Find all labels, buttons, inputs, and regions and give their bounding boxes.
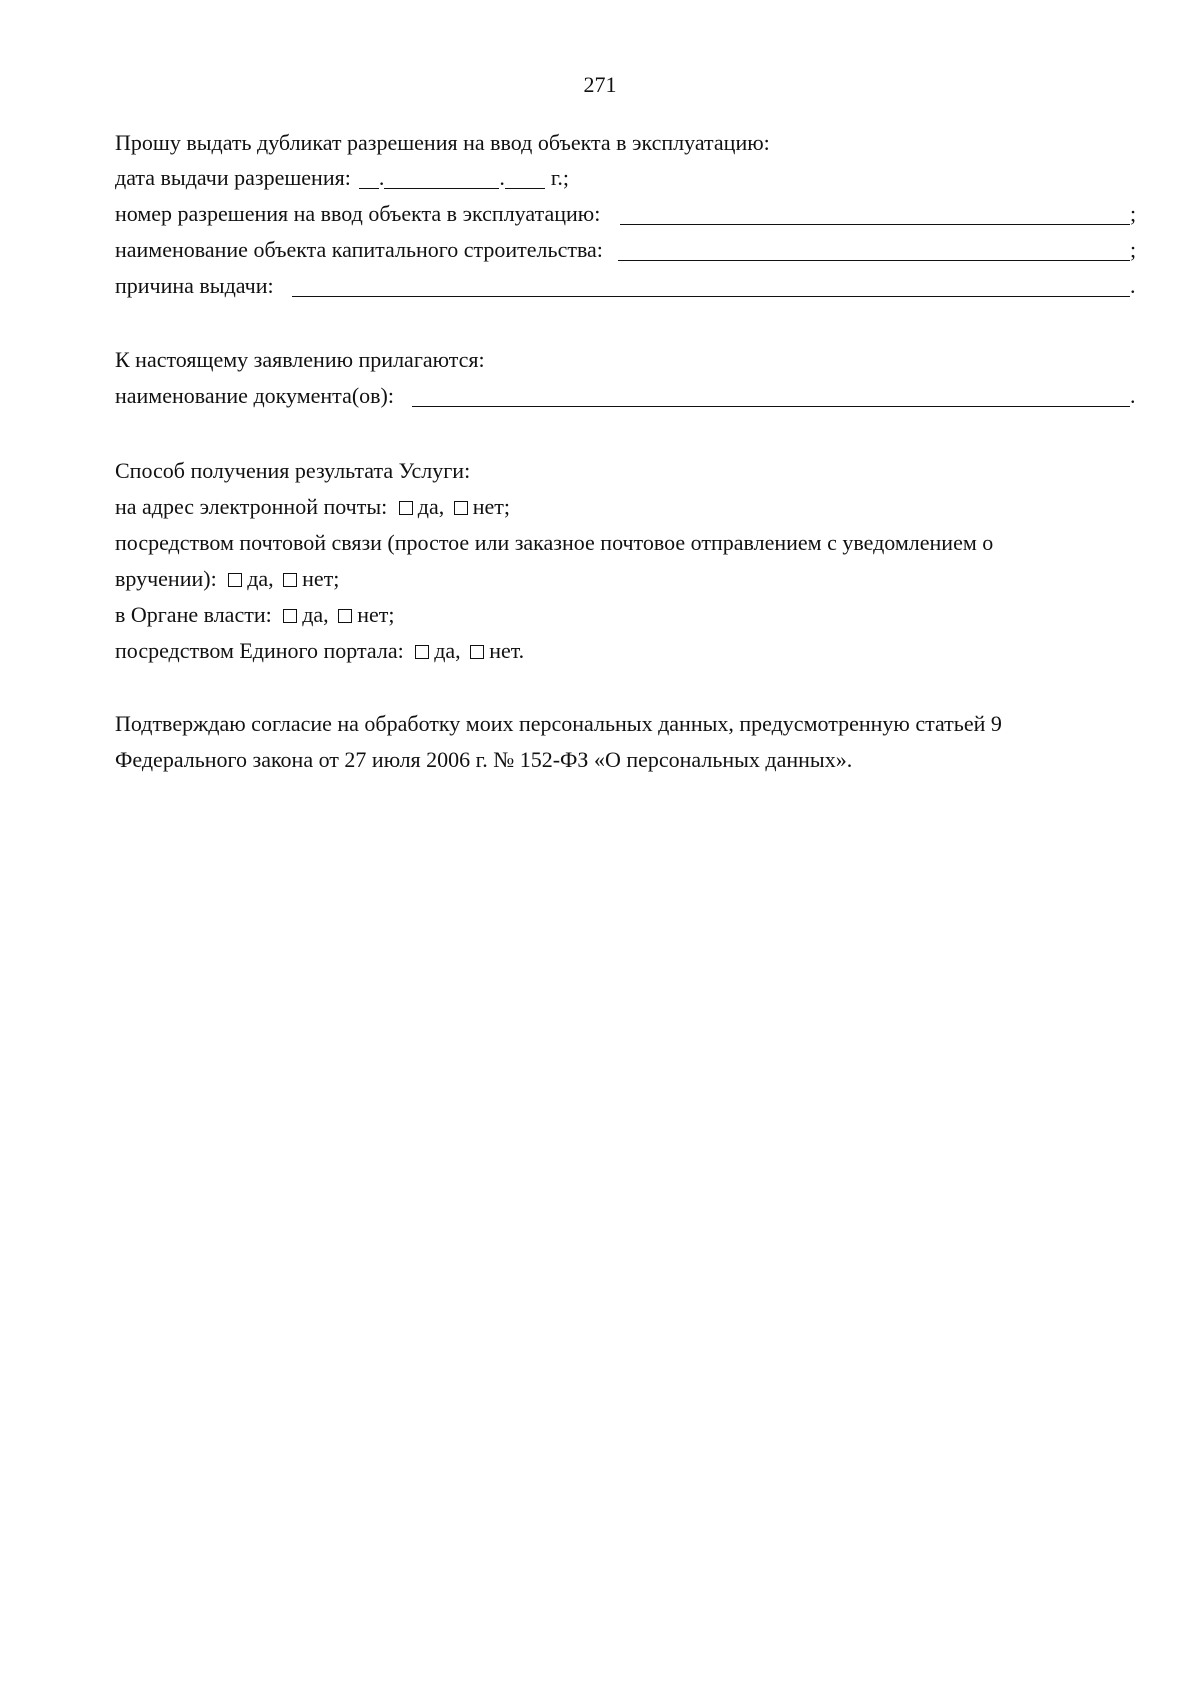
delivery-post-label: вручении):	[115, 566, 217, 591]
delivery-email-label: на адрес электронной почты:	[115, 494, 388, 519]
delivery-email-yes-checkbox[interactable]	[399, 501, 413, 515]
delivery-email-yes-label: да,	[417, 494, 445, 519]
documents-label: наименование документа(ов):	[115, 383, 394, 408]
reason-field[interactable]	[292, 276, 1130, 297]
delivery-portal-no-checkbox[interactable]	[470, 645, 484, 659]
object-name-end: ;	[1130, 237, 1137, 262]
issue-date-year-field[interactable]	[505, 168, 545, 189]
issue-date-label: дата выдачи разрешения:	[115, 165, 351, 190]
documents-end: .	[1130, 383, 1136, 408]
consent-line1: Подтверждаю согласие на обработку моих персональных данных, предусмотренную статьей 9	[115, 711, 1002, 736]
permit-number-row	[115, 199, 1140, 229]
reason-end: .	[1130, 273, 1136, 298]
issue-date-month-field[interactable]	[384, 168, 499, 189]
delivery-authority-label: в Органе власти:	[115, 602, 272, 627]
object-name-field[interactable]	[618, 240, 1130, 261]
delivery-portal-yes-checkbox[interactable]	[415, 645, 429, 659]
object-name-row	[115, 235, 1140, 265]
delivery-email-no-checkbox[interactable]	[454, 501, 468, 515]
delivery-portal-row	[115, 636, 524, 666]
delivery-email-no-label: нет;	[472, 494, 510, 519]
delivery-authority-no-label: нет;	[357, 602, 395, 627]
delivery-authority-no-checkbox[interactable]	[338, 609, 352, 623]
object-name-label: наименование объекта капитального строительства:	[115, 237, 603, 262]
documents-field[interactable]	[412, 386, 1130, 407]
delivery-portal-label: посредством Единого портала:	[115, 638, 404, 663]
delivery-portal-no-label: нет.	[489, 638, 525, 663]
reason-row	[115, 271, 1140, 301]
reason-label: причина выдачи:	[115, 273, 274, 298]
consent-line2: Федерального закона от 27 июля 2006 г. № 152-ФЗ «О персональных данных».	[115, 747, 853, 772]
permit-number-end: ;	[1130, 201, 1137, 226]
delivery-heading: Способ получения результата Услуги:	[115, 458, 471, 483]
issue-date-row: дата выдачи разрешения: . . г.;	[115, 163, 569, 193]
page-number: 271	[583, 72, 617, 97]
delivery-email-row	[115, 492, 510, 522]
delivery-post-row	[115, 564, 339, 594]
delivery-post-no-label: нет;	[302, 566, 340, 591]
request-intro: Прошу выдать дубликат разрешения на ввод объекта в эксплуатацию:	[115, 130, 770, 155]
delivery-portal-yes-label: да,	[434, 638, 461, 663]
delivery-post-yes-checkbox[interactable]	[228, 573, 242, 587]
permit-number-field[interactable]	[620, 204, 1130, 225]
issue-date-suffix: г.;	[550, 165, 569, 190]
delivery-post-line1: посредством почтовой связи (простое или заказное почтовое отправлением с уведомлением о	[115, 530, 994, 555]
delivery-authority-yes-label: да,	[302, 602, 329, 627]
documents-row	[115, 381, 1140, 411]
attachments-heading: К настоящему заявлению прилагаются:	[115, 347, 485, 372]
delivery-post-no-checkbox[interactable]	[283, 573, 297, 587]
delivery-authority-row	[115, 600, 394, 630]
permit-number-label: номер разрешения на ввод объекта в эксплуатацию:	[115, 201, 601, 226]
delivery-post-yes-label: да,	[247, 566, 274, 591]
delivery-authority-yes-checkbox[interactable]	[283, 609, 297, 623]
issue-date-day-field[interactable]	[359, 168, 379, 189]
